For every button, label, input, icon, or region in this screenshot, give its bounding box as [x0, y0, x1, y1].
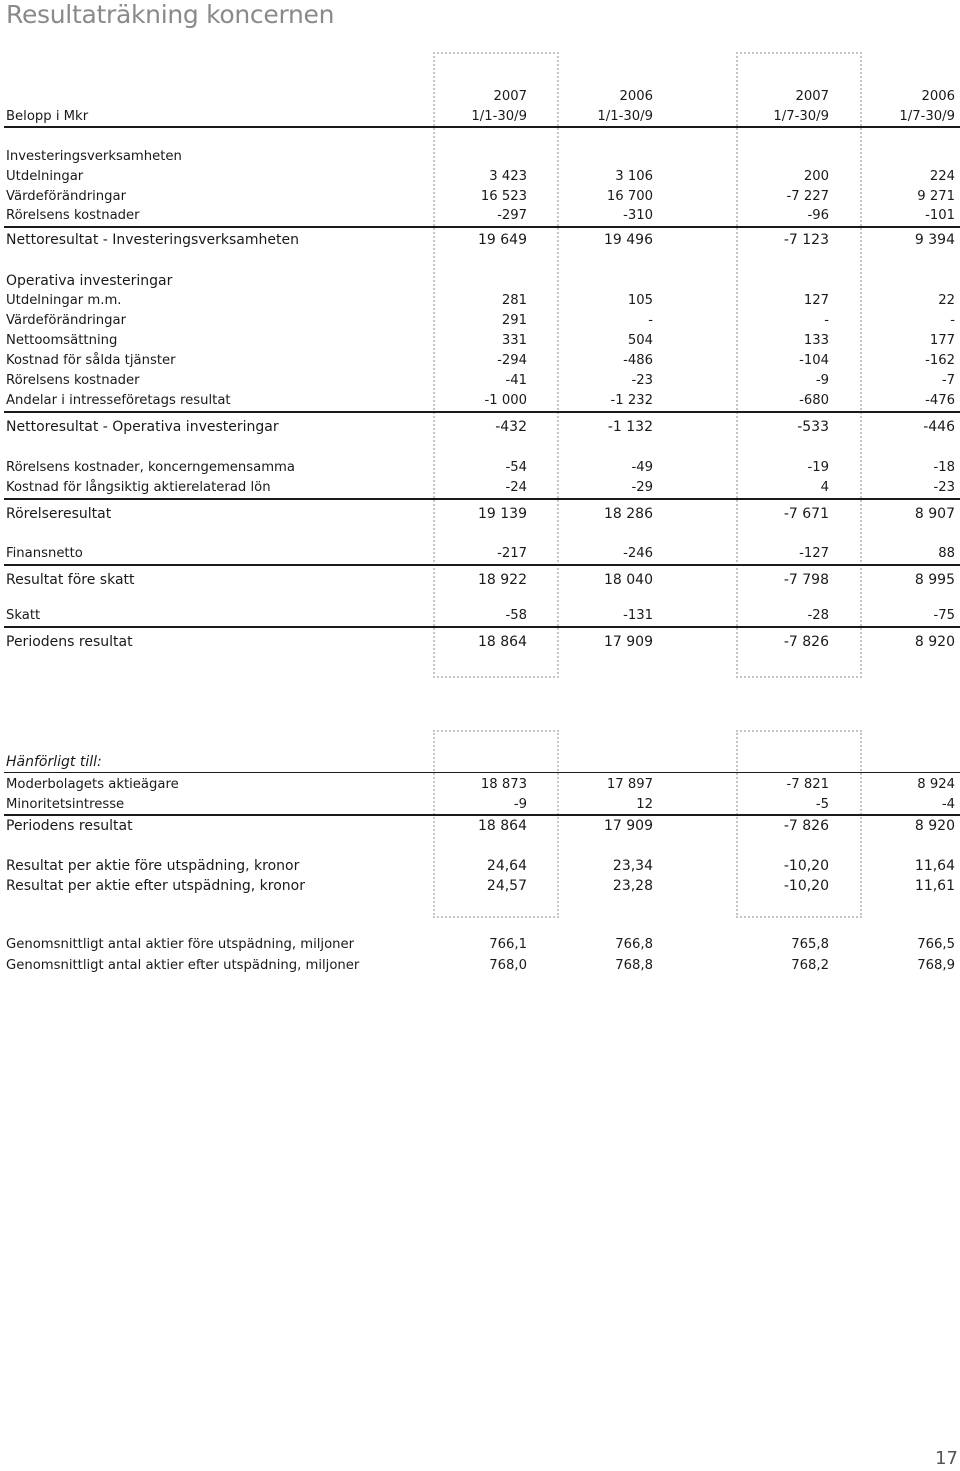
- subtotal-row: Nettoresultat - Operativa investeringar -432 -1 132 -533 -446: [6, 419, 955, 435]
- header-year: 2006: [619, 89, 653, 104]
- section-heading: Operativa investeringar: [6, 273, 173, 289]
- header-year: 2007: [493, 89, 527, 104]
- table-row: Kostnad för sålda tjänster -294 -486 -104 -162: [6, 353, 955, 368]
- subtotal-rule: [4, 226, 960, 228]
- subtotal-rule: [4, 498, 960, 500]
- table-row: Skatt -58 -131 -28 -75: [6, 608, 955, 623]
- table-row: Rörelsens kostnader -41 -23 -9 -7: [6, 373, 955, 388]
- table-row: Kostnad för långsiktig aktierelaterad lön -24 -29 4 -23: [6, 480, 955, 495]
- total-row: Periodens resultat 18 864 17 909 -7 826 8 920: [6, 818, 955, 834]
- table-row: Resultat per aktie före utspädning, kronor 24,64 23,34 -10,20 11,64: [6, 858, 955, 874]
- subtotal-row: Resultat före skatt 18 922 18 040 -7 798 8 995: [6, 572, 955, 588]
- subtotal-rule: [4, 626, 960, 628]
- page-title: Resultaträkning koncernen: [6, 0, 335, 29]
- table-row: Rörelsens kostnader -297 -310 -96 -101: [6, 208, 955, 223]
- section-rule: [4, 772, 960, 773]
- header-period: 1/7-30/9: [773, 109, 829, 124]
- header-year: 2007: [795, 89, 829, 104]
- header-periods-row: [0, 107, 960, 127]
- amount-unit-label: Belopp i Mkr: [6, 109, 89, 124]
- table-row: Genomsnittligt antal aktier före utspädning, miljoner 766,1 766,8 765,8 766,5: [6, 937, 955, 952]
- table-row: Utdelningar m.m. 281 105 127 22: [6, 293, 955, 308]
- subtotal-row: Nettoresultat - Investeringsverksamheten 19 649 19 496 -7 123 9 394: [6, 232, 955, 248]
- table-row: Värdeförändringar 16 523 16 700 -7 227 9 271: [6, 189, 955, 204]
- header-period: 1/1-30/9: [597, 109, 653, 124]
- subtotal-row: Rörelseresultat 19 139 18 286 -7 671 8 907: [6, 506, 955, 522]
- table-row: Moderbolagets aktieägare 18 873 17 897 -7 821 8 924: [6, 777, 955, 792]
- page-number: 17: [935, 1448, 958, 1469]
- section-heading: Hänförligt till:: [6, 754, 102, 770]
- header-period: 1/1-30/9: [471, 109, 527, 124]
- section-heading: Investeringsverksamheten: [6, 149, 182, 164]
- table-row: Minoritetsintresse -9 12 -5 -4: [6, 797, 955, 812]
- header-year: 2006: [921, 89, 955, 104]
- table-row: Rörelsens kostnader, koncerngemensamma -54 -49 -19 -18: [6, 460, 955, 475]
- total-row: Periodens resultat 18 864 17 909 -7 826 8 920: [6, 634, 955, 650]
- header-period: 1/7-30/9: [899, 109, 955, 124]
- header-years-row: [0, 87, 960, 107]
- subtotal-rule: [4, 411, 960, 413]
- table-row: Nettoomsättning 331 504 133 177: [6, 333, 955, 348]
- subtotal-rule: [4, 564, 960, 566]
- table-row: Genomsnittligt antal aktier efter utspädning, miljoner 768,0 768,8 768,2 768,9: [6, 958, 955, 973]
- table-row: Andelar i intresseföretags resultat -1 000 -1 232 -680 -476: [6, 393, 955, 408]
- table-row: Finansnetto -217 -246 -127 88: [6, 546, 955, 561]
- table-row: Utdelningar 3 423 3 106 200 224: [6, 169, 955, 184]
- header-rule: [4, 126, 960, 128]
- table-row: Resultat per aktie efter utspädning, kronor 24,57 23,28 -10,20 11,61: [6, 878, 955, 894]
- table-row: Värdeförändringar 291 - - -: [6, 313, 955, 328]
